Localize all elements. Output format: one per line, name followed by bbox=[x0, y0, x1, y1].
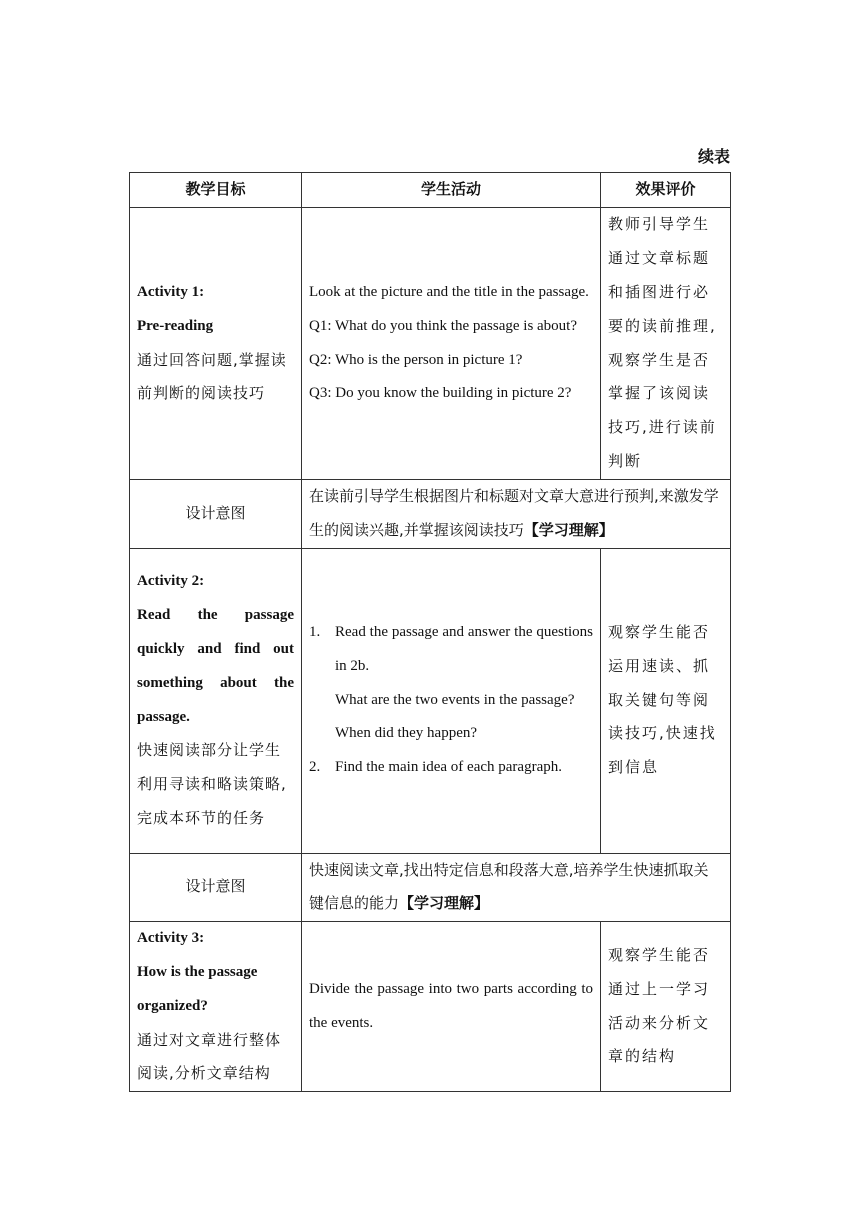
activity-1-goal-cell bbox=[130, 208, 302, 480]
activity-2-step-2 bbox=[309, 751, 593, 785]
activity-3-task: Divide the passage into two parts according to the events. bbox=[302, 922, 601, 1092]
intent-1-text: 在读前引导学生根据图片和标题对文章大意进行预判,来激发学生的阅读兴趣,并掌握该阅读技巧 bbox=[309, 487, 719, 539]
activity-2-goal-cell bbox=[130, 548, 302, 853]
activity-2-evaluation: 观察学生能否运用速读、抓取关键句等阅读技巧,快速找到信息 bbox=[601, 548, 731, 853]
lesson-plan-table bbox=[129, 172, 731, 1092]
header-teaching-goal: 教学目标 bbox=[130, 173, 302, 208]
table-row-activity-1 bbox=[130, 208, 731, 480]
table-row-activity-2 bbox=[130, 548, 731, 853]
activity-1-q1: Q1: What do you think the passage is about? bbox=[309, 317, 578, 334]
step-2-number: 2. bbox=[309, 759, 321, 776]
activity-3-goal-cell bbox=[130, 922, 302, 1092]
table-row-intent-2 bbox=[130, 853, 731, 922]
intent-1-text-cell bbox=[302, 480, 731, 549]
activity-3-goal: 通过对文章进行整体阅读,分析文章结构 bbox=[137, 1030, 282, 1083]
activity-1-title: Activity 1: bbox=[137, 283, 205, 300]
activity-1-q2: Q2: Who is the person in picture 1? bbox=[309, 351, 523, 368]
activity-1-student-cell bbox=[302, 208, 601, 480]
step-2-text: Find the main idea of each paragraph. bbox=[335, 759, 562, 776]
step-1-number: 1. bbox=[309, 624, 321, 641]
header-student-activity: 学生活动 bbox=[302, 173, 601, 208]
intent-2-text: 快速阅读文章,找出特定信息和段落大意,培养学生快速抓取关键信息的能力 bbox=[309, 860, 709, 913]
activity-2-subtitle: Read the passage quickly and find out something about the passage. bbox=[137, 607, 294, 725]
intent-1-label: 设计意图 bbox=[130, 480, 302, 549]
activity-3-title: Activity 3: bbox=[137, 930, 205, 947]
continued-label: 续表 bbox=[697, 147, 730, 166]
intent-2-text-cell bbox=[302, 853, 731, 922]
step-1-question-1: What are the two events in the passage? bbox=[335, 691, 575, 708]
activity-1-goal: 通过回答问题,掌握读前判断的阅读技巧 bbox=[137, 350, 287, 403]
activity-3-subtitle: How is the passage organized? bbox=[137, 963, 258, 1014]
activity-1-evaluation: 教师引导学生通过文章标题和插图进行必要的读前推理,观察学生是否掌握了该阅读技巧,进行读前判断 bbox=[601, 208, 731, 480]
table-row-intent-1 bbox=[130, 480, 731, 549]
header-evaluation: 效果评价 bbox=[601, 173, 731, 208]
table-row-activity-3 bbox=[130, 922, 731, 1092]
activity-2-title: Activity 2: bbox=[137, 573, 205, 590]
activity-3-evaluation: 观察学生能否通过上一学习活动来分析文章的结构 bbox=[601, 922, 731, 1092]
activity-1-intro: Look at the picture and the title in the passage. bbox=[309, 283, 589, 300]
activity-2-step-1 bbox=[309, 616, 593, 751]
step-1-text: Read the passage and answer the questions in 2b. bbox=[335, 624, 593, 674]
intent-2-label: 设计意图 bbox=[130, 853, 302, 922]
intent-1-tag: 【学习理解】 bbox=[523, 520, 614, 539]
activity-2-steps bbox=[309, 616, 593, 785]
intent-2-tag: 【学习理解】 bbox=[399, 894, 490, 913]
step-1-question-2: When did they happen? bbox=[335, 725, 478, 742]
activity-2-student-cell bbox=[302, 548, 601, 853]
activity-2-goal: 快速阅读部分让学生利用寻读和略读策略,完成本环节的任务 bbox=[137, 741, 287, 827]
table-header-row bbox=[130, 173, 731, 208]
activity-1-subtitle: Pre-reading bbox=[137, 317, 214, 334]
activity-1-q3: Q3: Do you know the building in picture 2? bbox=[309, 385, 572, 402]
